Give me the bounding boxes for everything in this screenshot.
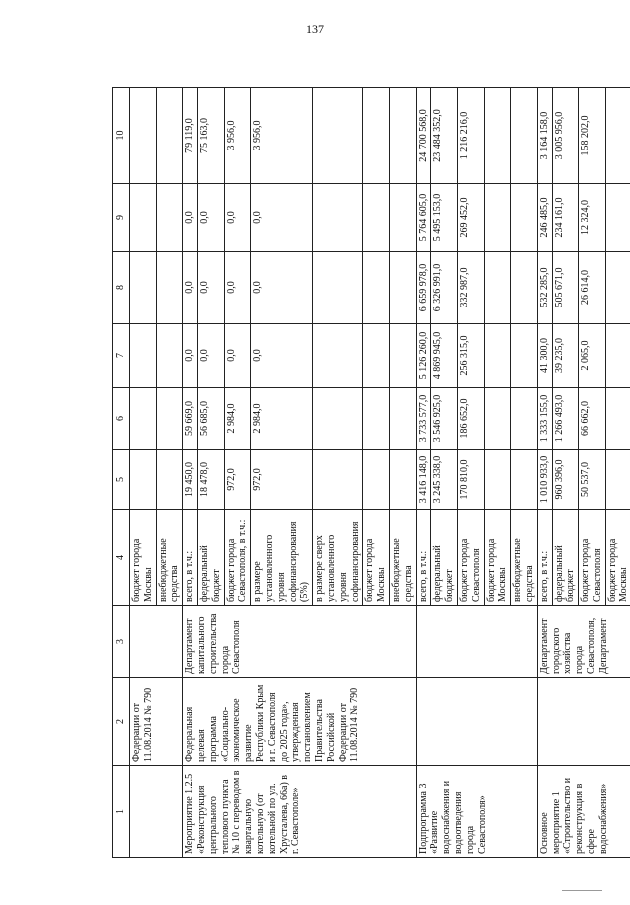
funding-source-cell: всего, в т.ч.: [183,510,198,606]
amount-cell-9: 12 324,0 [579,184,606,252]
amount-cell-8 [156,252,183,324]
amount-cell-5 [389,450,416,510]
amount-cell-8 [313,252,363,324]
budget-table [112,87,630,858]
amount-cell-5 [605,450,630,510]
amount-cell-10: 3 005 956,0 [552,88,579,184]
amount-cell-6: 59 669,0 [183,388,198,450]
amount-cell-7: 41 300,0 [537,324,552,388]
amount-cell-6 [130,388,157,450]
amount-cell-6 [511,388,538,450]
funding-source-cell: федеральный бюджет [552,510,579,606]
amount-cell-7: 256 315,0 [457,324,484,388]
amount-cell-9 [130,184,157,252]
amount-cell-10 [363,88,390,184]
amount-cell-8 [484,252,511,324]
amount-cell-6 [605,388,630,450]
amount-cell-7: 4 869 945,0 [431,324,458,388]
amount-cell-7: 0,0 [251,324,313,388]
column-header-2: 2 [113,678,130,766]
amount-cell-10 [511,88,538,184]
activity-name-cell [130,766,183,858]
program-name-cell: Федеральная целевая программа «Социально-экономическое развитие Республики Крым и г. Севастополя до 2025 года», утвержденная постановлением Правительства Российской Федерации от 11.08.2014 № 790 [183,678,416,766]
funding-source-cell: бюджет города Севастополя [579,510,606,606]
amount-cell-8: 26 614,0 [579,252,606,324]
amount-cell-7 [363,324,390,388]
amount-cell-5: 1 010 933,0 [537,450,552,510]
amount-cell-10: 3 164 158,0 [537,88,552,184]
header-row [113,88,130,858]
amount-cell-9: 0,0 [183,184,198,252]
amount-cell-6: 2 984,0 [224,388,251,450]
amount-cell-7: 5 126 260,0 [416,324,431,388]
amount-cell-8: 0,0 [183,252,198,324]
amount-cell-8: 0,0 [224,252,251,324]
amount-cell-6 [484,388,511,450]
amount-cell-5: 960 396,0 [552,450,579,510]
amount-cell-10: 23 484 352,0 [431,88,458,184]
amount-cell-8 [511,252,538,324]
funding-source-cell: федеральный бюджет [431,510,458,606]
amount-cell-7: 0,0 [183,324,198,388]
amount-cell-5 [156,450,183,510]
amount-cell-5: 19 450,0 [183,450,198,510]
amount-cell-7: 0,0 [224,324,251,388]
amount-cell-6 [313,388,363,450]
amount-cell-10: 158 202,0 [579,88,606,184]
amount-cell-10 [313,88,363,184]
program-name-cell [537,678,630,766]
amount-cell-8: 0,0 [197,252,224,324]
amount-cell-6: 1 333 155,0 [537,388,552,450]
table-row [130,88,157,858]
funding-source-cell: бюджет города Севастополя, в т.ч.: [224,510,251,606]
amount-cell-6: 3 546 925,0 [431,388,458,450]
funding-source-cell: в размере сверх установленного уровня софинансирования [313,510,363,606]
column-header-5: 5 [113,450,130,510]
amount-cell-5 [130,450,157,510]
amount-cell-5: 972,0 [251,450,313,510]
amount-cell-5 [511,450,538,510]
activity-name-cell: Мероприятие 1.2.5 «Реконструкция центрального теплового пункта № 10 с переводом в квартальную котельную (от котельной по ул. Хрусталева, 66а) в г. Севастополе» [183,766,416,858]
funding-source-cell: внебюджетные средства [389,510,416,606]
amount-cell-5: 972,0 [224,450,251,510]
amount-cell-10: 79 119,0 [183,88,198,184]
funding-source-cell: всего, в т.ч.: [537,510,552,606]
funding-source-cell: бюджет города Москвы [130,510,157,606]
amount-cell-8 [363,252,390,324]
executor-cell: Департамент городского хозяйства города Севастополя, Департамент [537,606,630,678]
amount-cell-9 [363,184,390,252]
activity-name-cell: Подпрограмма 3 «Развитие водоснабжения и водоотведения города Севастополя» [416,766,537,858]
table-row [183,88,198,858]
amount-cell-10: 3 956,0 [251,88,313,184]
amount-cell-7: 2 065,0 [579,324,606,388]
funding-source-cell: бюджет города Москвы [484,510,511,606]
amount-cell-5: 3 416 148,0 [416,450,431,510]
amount-cell-5 [313,450,363,510]
amount-cell-6: 1 266 493,0 [552,388,579,450]
amount-cell-8 [130,252,157,324]
amount-cell-8: 6 326 991,0 [431,252,458,324]
funding-source-cell: в размере установленного уровня софинансирования (5%) [251,510,313,606]
amount-cell-9: 5 495 153,0 [431,184,458,252]
funding-source-cell: бюджет города Москвы [363,510,390,606]
amount-cell-9 [511,184,538,252]
amount-cell-8 [605,252,630,324]
amount-cell-5: 18 478,0 [197,450,224,510]
executor-cell: Департамент капитального строительства города Севастополя [183,606,416,678]
amount-cell-5: 3 245 338,0 [431,450,458,510]
amount-cell-7 [156,324,183,388]
column-header-3: 3 [113,606,130,678]
amount-cell-7 [313,324,363,388]
amount-cell-6 [389,388,416,450]
amount-cell-6: 2 984,0 [251,388,313,450]
amount-cell-5: 170 810,0 [457,450,484,510]
amount-cell-8: 332 987,0 [457,252,484,324]
amount-cell-9: 5 764 605,0 [416,184,431,252]
amount-cell-10: 75 163,0 [197,88,224,184]
column-header-7: 7 [113,324,130,388]
table-body [130,88,630,858]
column-header-9: 9 [113,184,130,252]
amount-cell-9 [605,184,630,252]
funding-source-cell: внебюджетные средства [156,510,183,606]
activity-name-cell: Основное мероприятие 1 «Строительство и реконструкция в сфере водоснабжения» [537,766,630,858]
amount-cell-7 [605,324,630,388]
table-row [537,88,552,858]
program-name-cell [416,678,537,766]
amount-cell-6: 186 652,0 [457,388,484,450]
footer-mark [562,890,602,891]
amount-cell-8: 532 285,0 [537,252,552,324]
column-header-6: 6 [113,388,130,450]
table-row [416,88,431,858]
rotated-table-wrapper [112,88,630,858]
executor-cell [416,606,537,678]
amount-cell-6: 3 733 577,0 [416,388,431,450]
amount-cell-8 [389,252,416,324]
amount-cell-9 [484,184,511,252]
amount-cell-9: 0,0 [197,184,224,252]
funding-source-cell: бюджет города Москвы [605,510,630,606]
amount-cell-6: 56 685,0 [197,388,224,450]
amount-cell-10 [130,88,157,184]
amount-cell-10 [156,88,183,184]
amount-cell-6 [156,388,183,450]
amount-cell-9: 234 161,0 [552,184,579,252]
amount-cell-7: 39 235,0 [552,324,579,388]
amount-cell-10 [389,88,416,184]
amount-cell-10: 3 956,0 [224,88,251,184]
amount-cell-9: 0,0 [224,184,251,252]
amount-cell-8: 6 659 978,0 [416,252,431,324]
amount-cell-5: 50 537,0 [579,450,606,510]
program-name-cell: Федерации от 11.08.2014 № 790 [130,678,183,766]
amount-cell-10 [605,88,630,184]
amount-cell-9: 269 452,0 [457,184,484,252]
amount-cell-7 [511,324,538,388]
amount-cell-9 [313,184,363,252]
amount-cell-9: 0,0 [251,184,313,252]
amount-cell-9: 246 485,0 [537,184,552,252]
funding-source-cell: федеральный бюджет [197,510,224,606]
amount-cell-7: 0,0 [197,324,224,388]
amount-cell-5 [363,450,390,510]
amount-cell-9 [389,184,416,252]
amount-cell-6: 66 662,0 [579,388,606,450]
amount-cell-5 [484,450,511,510]
amount-cell-8: 0,0 [251,252,313,324]
amount-cell-10: 1 216 216,0 [457,88,484,184]
column-header-4: 4 [113,510,130,606]
amount-cell-7 [484,324,511,388]
funding-source-cell: внебюджетные средства [511,510,538,606]
column-header-10: 10 [113,88,130,184]
amount-cell-7 [130,324,157,388]
amount-cell-7 [389,324,416,388]
amount-cell-6 [363,388,390,450]
funding-source-cell: всего, в т.ч.: [416,510,431,606]
column-header-8: 8 [113,252,130,324]
amount-cell-10 [484,88,511,184]
page-number: 137 [306,22,324,36]
amount-cell-10: 24 700 568,0 [416,88,431,184]
executor-cell [130,606,183,678]
amount-cell-8: 505 671,0 [552,252,579,324]
amount-cell-9 [156,184,183,252]
funding-source-cell: бюджет города Севастополя [457,510,484,606]
column-header-1: 1 [113,766,130,858]
